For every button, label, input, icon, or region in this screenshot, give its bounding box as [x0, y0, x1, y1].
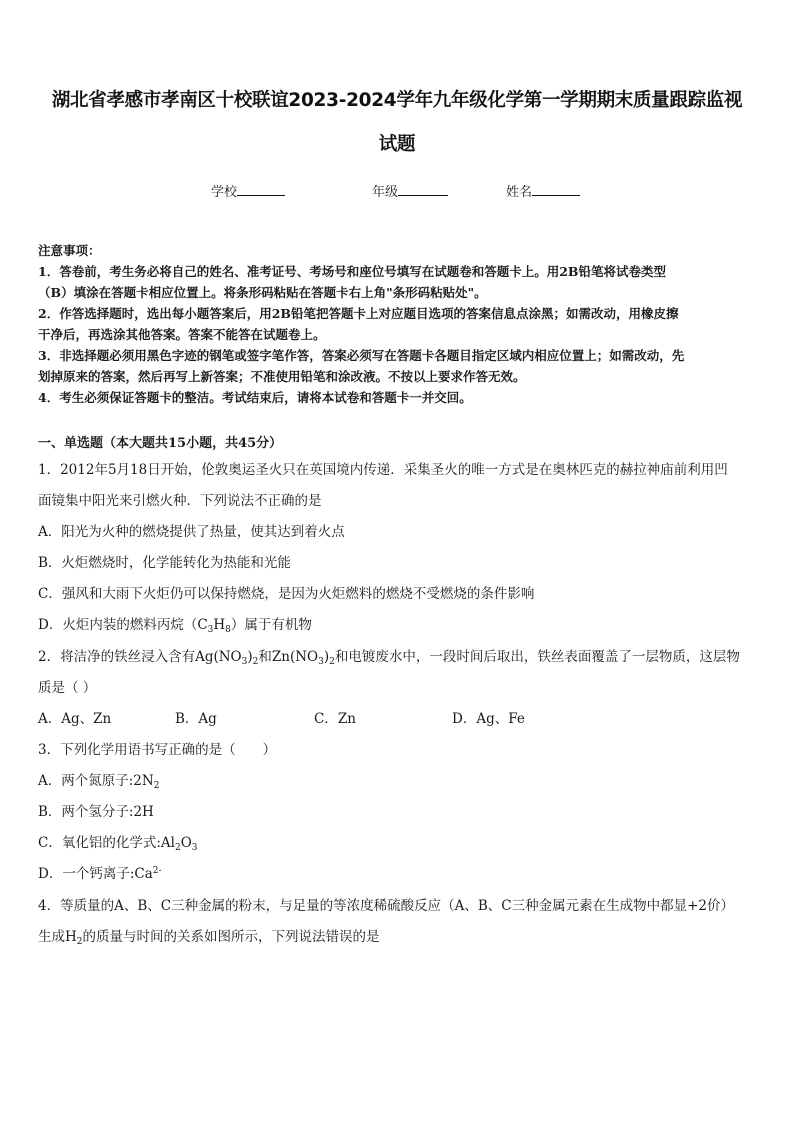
notes-heading: 注意事项：	[38, 243, 101, 258]
grade-blank	[398, 181, 448, 196]
notes-line: 3．非选择题必须用黑色字迹的钢笔或签字笔作答，答案必须写在答题卡各题目指定区域内相应位置上；如需改动，先	[38, 348, 685, 363]
q3-stem: 3．下列化学用语书写正确的是（ ）	[38, 742, 277, 758]
q1-stem-line2: 面镜集中阳光来引燃火种．下列说法不正确的是	[38, 493, 322, 509]
school-label: 学校	[211, 185, 238, 200]
name-label: 姓名	[506, 185, 533, 200]
notes-line: 干净后，再选涂其他答案。答案不能答在试题卷上。	[38, 327, 326, 342]
notes-line: 1．答卷前，考生务必将自己的姓名、准考证号、考场号和座位号填写在试题卷和答题卡上。用2B铅笔将试卷类型	[38, 264, 666, 279]
q3-option-a: A．两个氮原子$:2N_2$	[38, 773, 160, 791]
q4-stem-line2: 生成$H_2$的质量与时间的关系如图所示，下列说法错误的是	[38, 929, 380, 947]
school-blank	[237, 181, 285, 196]
page-title-line2: 试题	[378, 134, 416, 155]
q1-option-a: A．阳光为火种的燃烧提供了热量，使其达到着火点	[38, 524, 345, 540]
section-heading: 一、单选题（本大题共15小题，共45分）	[38, 436, 283, 451]
q3-option-c: C．氧化铝的化学式$:Al_2O_3$	[38, 835, 198, 853]
name-field	[506, 181, 580, 200]
q1-option-b: B．火炬燃烧时，化学能转化为热能和光能	[38, 555, 291, 571]
q2-option-a: A．Ag、Zn	[38, 711, 112, 727]
q2-option-d: D．Ag、Fe	[452, 711, 525, 727]
q2-stem-line2: 质是（ ）	[38, 680, 97, 696]
school-field	[211, 181, 285, 200]
notes-block	[38, 240, 758, 408]
notes-line: 2．作答选择题时，选出每小题答案后，用2B铅笔把答题卡上对应题目选项的答案信息点涂黑；如需改动，用橡皮擦	[38, 306, 679, 321]
q2-stem-line1: 2．将洁净的铁丝浸入含有$Ag(NO_3)_2$和$Zn(NO_3)_2$和电镀废水中，一段时间后取出，铁丝表面覆盖了一层物质，这层物	[38, 649, 740, 667]
notes-line: 划掉原来的答案，然后再写上新答案；不准使用铅笔和涂改液。不按以上要求作答无效。	[38, 369, 526, 384]
q1-option-c: C．强风和大雨下火炬仍可以保持燃烧，是因为火炬燃料的燃烧不受燃烧的条件影响	[38, 586, 535, 602]
page-title-line1: 湖北省孝感市孝南区十校联谊2023-2024学年九年级化学第一学期期末质量跟踪监视	[51, 90, 743, 111]
q3-option-d: D．一个钙离子$:Ca^{2-}$	[38, 866, 162, 882]
q1-stem-line1: 1．2012年5月18日开始，伦敦奥运圣火只在英国境内传递．采集圣火的唯一方式是在奥林匹克的赫拉神庙前利用凹	[38, 462, 728, 478]
name-blank	[532, 181, 580, 196]
grade-label: 年级	[372, 185, 399, 200]
notes-line: 4．考生必须保证答题卡的整洁。考试结束后，请将本试卷和答题卡一并交回。	[38, 390, 472, 405]
notes-line: （B）填涂在答题卡相应位置上。将条形码粘贴在答题卡右上角"条形码粘贴处"。	[38, 285, 487, 300]
q2-option-c: C．Zn	[314, 711, 356, 727]
q4-stem-line1: 4．等质量的A、B、C三种金属的粉末，与足量的等浓度稀硫酸反应（A、B、C三种金属元素在生成物中都显+2价）	[38, 898, 734, 914]
q3-option-b: B．两个氢分子:2H	[38, 804, 154, 820]
grade-field	[372, 181, 448, 200]
q2-option-b: B．Ag	[175, 711, 217, 727]
q1-option-d: D．火炬内装的燃料丙烷$(C_3H_8)$属于有机物	[38, 617, 312, 635]
